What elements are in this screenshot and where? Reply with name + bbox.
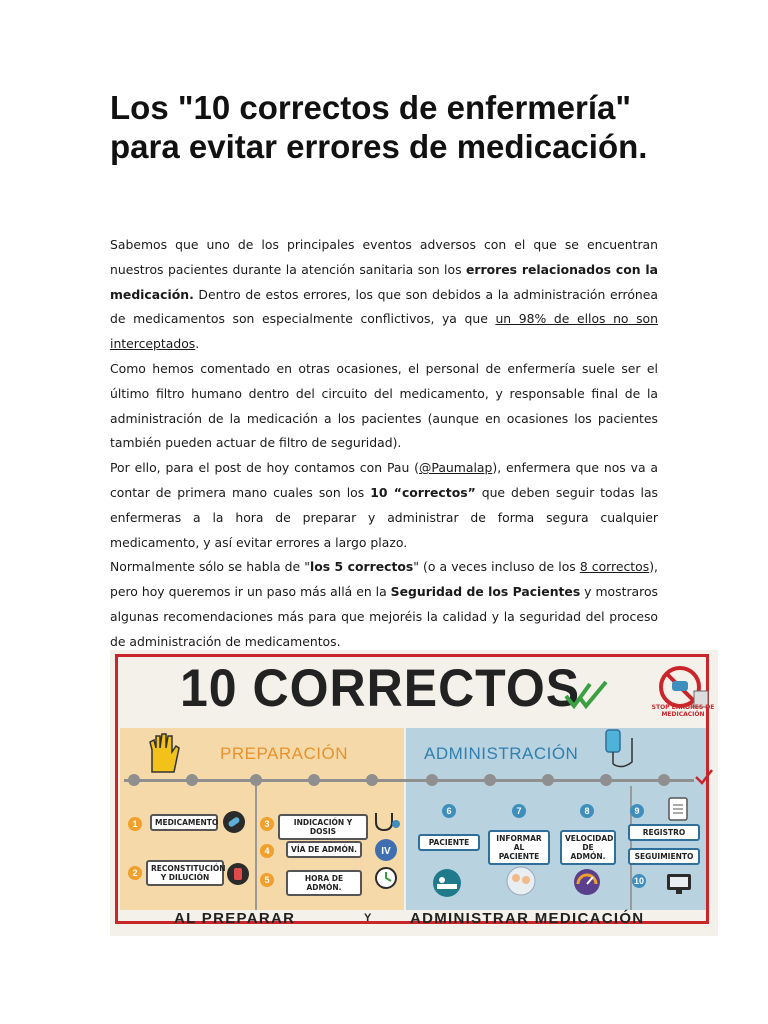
timeline-dot [366, 774, 378, 786]
link-8-correctos[interactable]: 8 correctos [579, 559, 650, 575]
number-badge: 8 [580, 804, 594, 818]
check-icon [694, 768, 714, 786]
clipboard-icon [666, 796, 690, 822]
item-reconstitucion: RECONSTITUCIÓN Y DILUCIÓN [146, 860, 224, 886]
infographic-title: 10 CORRECTOS [180, 658, 581, 718]
number-badge: 4 [260, 844, 274, 858]
iv-bag-icon [602, 728, 642, 772]
item-via-admon: VÍA DE ADMÓN. [286, 841, 362, 858]
timeline-dot [426, 774, 438, 786]
timeline-dot [600, 774, 612, 786]
double-check-icon [564, 678, 610, 712]
footer-conjunction: Y [364, 912, 372, 924]
clock-icon [374, 866, 398, 890]
nurse-patient-icon [504, 866, 538, 896]
stethoscope-icon [372, 810, 402, 834]
paragraph-4: Normalmente sólo se habla de "los 5 correctos" (o a veces incluso de los 8 correctos), pero hoy queremos ir un paso más allá en la Seguridad de los Pacientes y mostraros algunas recomendaciones más para que mejoréis la calidad y la seguridad del proceso de administración de medicamentos. [110, 559, 658, 649]
stop-logo-text: STOP ERRORES DE MEDICACIÓN [651, 704, 715, 718]
paragraph-1: Sabemos que uno de los principales eventos adversos con el que se encuentran nuestros pacientes durante la atención sanitaria son los errores relacionados con la medicación. Dentro de estos errores, los que son debidos a la administración errónea de medicamentos son especialmente conflictivos, ya que un 98% de ellos no son interceptados. [110, 237, 659, 352]
timeline-dot [128, 774, 140, 786]
page-title: Los "10 correctos de enfermería" para evitar errores de medicación. [110, 89, 648, 165]
item-velocidad-admon: VELOCIDAD DE ADMÓN. [560, 830, 616, 865]
vial-icon [226, 862, 250, 886]
administration-label: ADMINISTRACIÓN [424, 744, 579, 763]
item-hora-admon: HORA DE ADMÓN. [286, 870, 362, 896]
svg-text:IV: IV [381, 846, 391, 857]
footer-left: AL PREPARAR [174, 910, 296, 927]
glove-icon [146, 730, 180, 774]
timeline-dot [484, 774, 496, 786]
item-paciente: PACIENTE [418, 834, 480, 851]
article-body [110, 233, 658, 655]
patient-bed-icon [430, 868, 464, 898]
paragraph-3: Por ello, para el post de hoy contamos con Pau (@Paumalap), enfermera que nos va a contar de primera mano cuales son los 10 “correctos” que deben seguir todas las enfermeras a la hora de preparar y administrar de forma segura cualquier medicamento, y así evitar errores a largo plazo. [110, 460, 659, 550]
timeline-dot [542, 774, 554, 786]
item-seguimiento: SEGUIMIENTO [628, 848, 700, 865]
number-badge: 10 [633, 876, 644, 886]
monitor-icon [664, 872, 694, 896]
iv-route-icon [374, 838, 398, 862]
item-informar-paciente: INFORMAR AL PACIENTE [488, 830, 550, 865]
link-interceptados[interactable]: un 98% de ellos no son interceptados [110, 311, 658, 352]
item-registro: REGISTRO [628, 824, 700, 841]
number-badge: 5 [260, 873, 274, 887]
number-badge: 3 [260, 817, 274, 831]
divider [255, 786, 257, 910]
paragraph-2: Como hemos comentado en otras ocasiones, el personal de enfermería suele ser el último filtro humano dentro del circuito del medicamento, y responsable final de la administración de la medicación a los pacientes (aunque en ocasiones los pacientes también pueden actuar de filtro de seguridad). [110, 360, 658, 451]
preparation-label: PREPARACIÓN [220, 744, 348, 763]
item-indicacion-dosis: INDICACIÓN Y DOSIS [278, 814, 368, 840]
speed-gauge-icon [572, 868, 602, 896]
number-badge: 7 [512, 804, 526, 818]
number-badge: 1 [128, 817, 142, 831]
number-badge: 9 [630, 804, 644, 818]
timeline-dot [308, 774, 320, 786]
link-paumalap[interactable]: @Paumalap [419, 460, 493, 476]
timeline-dot [658, 774, 670, 786]
timeline-dot [250, 774, 262, 786]
timeline-dot [186, 774, 198, 786]
footer-right: ADMINISTRAR MEDICACIÓN [410, 910, 645, 927]
pills-icon [222, 810, 246, 834]
number-badge: 2 [128, 866, 142, 880]
number-badge: 6 [442, 804, 456, 818]
infographic [110, 650, 718, 936]
item-medicamento: MEDICAMENTO [150, 814, 218, 831]
